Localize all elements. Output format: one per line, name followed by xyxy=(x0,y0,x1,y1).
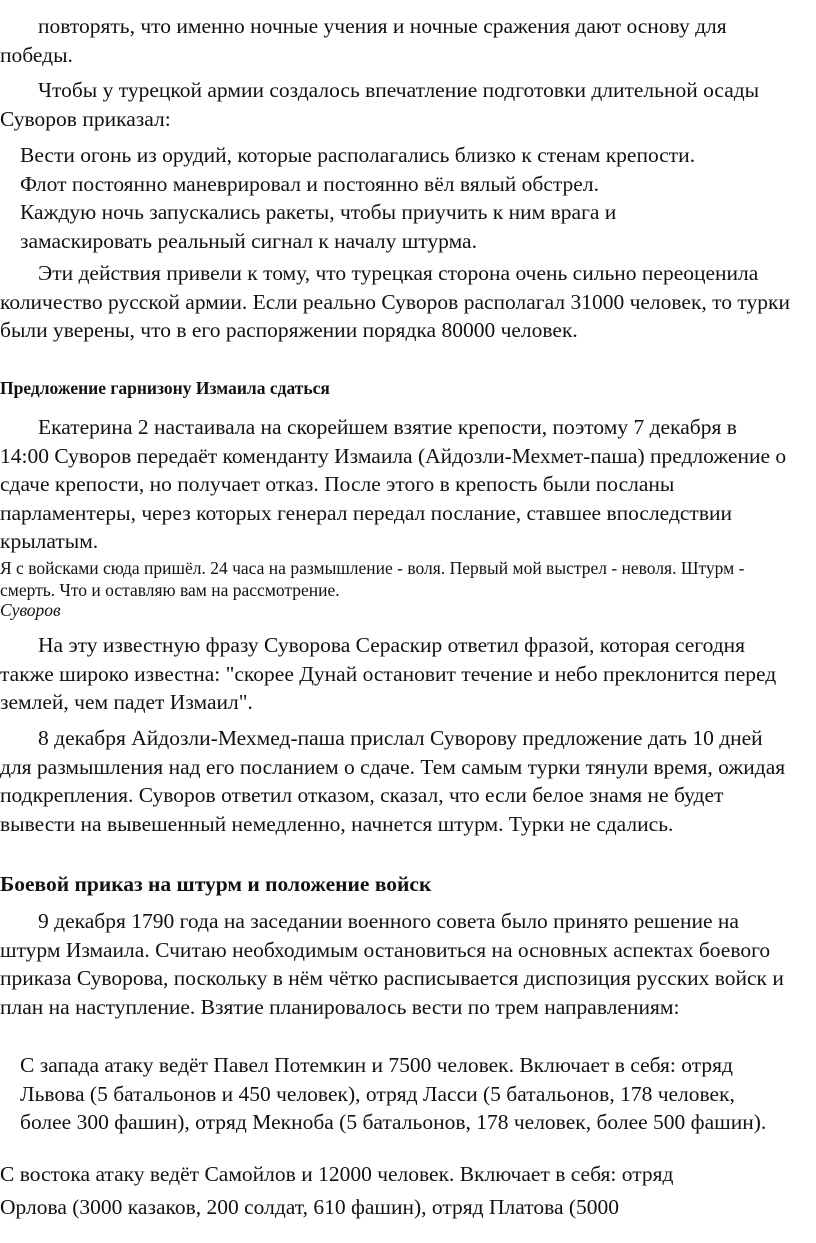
list-item: Флот постоянно маневрировал и постоянно вёл вялый обстрел. xyxy=(20,171,599,196)
list-item: С запада атаку ведёт Павел Потемкин и 7500 человек. Включает в себя: отряд Львова (5 батальонов и 450 человек), отряд Ласси (5 батальонов, 178 человек, более 300 фашин), отряд Мекноба (5 батальонов, 178 человек, более 500 фашин). xyxy=(20,1053,767,1134)
quote-author: Суворов xyxy=(0,600,61,620)
east-direction-line-2: Орлова (3000 казаков, 200 солдат, 610 фашин), отряд Платова (5000 xyxy=(0,1195,620,1219)
paragraph-dec8: 8 декабря Айдозли-Мехмед-паша прислал Суворову предложение дать 10 дней для размышления над его посланием о сдаче. Тем самым турки тянули время, ожидая подкрепления. Суворов ответил отказом, сказал, что если белое знамя не будет вывести на вывешенный немедленно, начнется штурм. Турки не сдались. xyxy=(0,726,786,836)
section-heading-order: Боевой приказ на штурм и положение войск xyxy=(0,872,432,896)
section-heading-surrender: Предложение гарнизону Измаила сдаться xyxy=(0,378,330,398)
paragraph-dec9: 9 декабря 1790 года на заседании военного совета было принято решение на штурм Измаила. Считаю необходимым остановиться на основных аспектах боевого приказа Суворова, поскольку в нём чётко расписывается диспозиция русских войск и план на наступление. Взятие планировалось вести по трем направлениям: xyxy=(0,909,784,1019)
directions-list xyxy=(20,1051,790,1137)
paragraph-effect: Эти действия привели к тому, что турецкая сторона очень сильно переоценила количество русской армии. Если реально Суворов располагал 31000 человек, то турки были уверены, что в его распоряжении порядка 80000 человек. xyxy=(0,261,790,342)
suvorov-quote: Я с войсками сюда пришёл. 24 часа на размышление - воля. Первый мой выстрел - неволя. Штурм - смерть. Что и оставляю вам на рассмотрение. xyxy=(0,558,745,600)
list-item: Каждую ночь запускались ракеты, чтобы приучить к ним врага и замаскировать реальный сигнал к началу штурма. xyxy=(20,200,617,253)
tactics-list xyxy=(20,141,790,255)
paragraph-catherine: Екатерина 2 настаивала на скорейшем взятие крепости, поэтому 7 декабря в 14:00 Суворов передаёт коменданту Измаила (Айдозли-Мехмет-паша) предложение о сдаче крепости, но получает отказ. После этого в крепость были посланы парламентеры, через которых генерал передал послание, ставшее впоследствии крылатым. xyxy=(0,415,787,553)
paragraph-continuation: повторять, что именно ночные учения и ночные сражения дают основу для победы. xyxy=(0,14,727,67)
east-direction-line-1: С востока атаку ведёт Самойлов и 12000 человек. Включает в себя: отряд xyxy=(0,1162,674,1186)
list-item: Вести огонь из орудий, которые располагались близко к стенам крепости. xyxy=(20,143,696,167)
paragraph-seraskir: На эту известную фразу Суворова Сераскир ответил фразой, которая сегодня также широко известна: "скорее Дунай остановит течение и небо преклонится перед землей, чем падет Измаил". xyxy=(0,633,777,714)
paragraph-intro-list: Чтобы у турецкой армии создалось впечатление подготовки длительной осады Суворов приказал: xyxy=(0,78,760,131)
